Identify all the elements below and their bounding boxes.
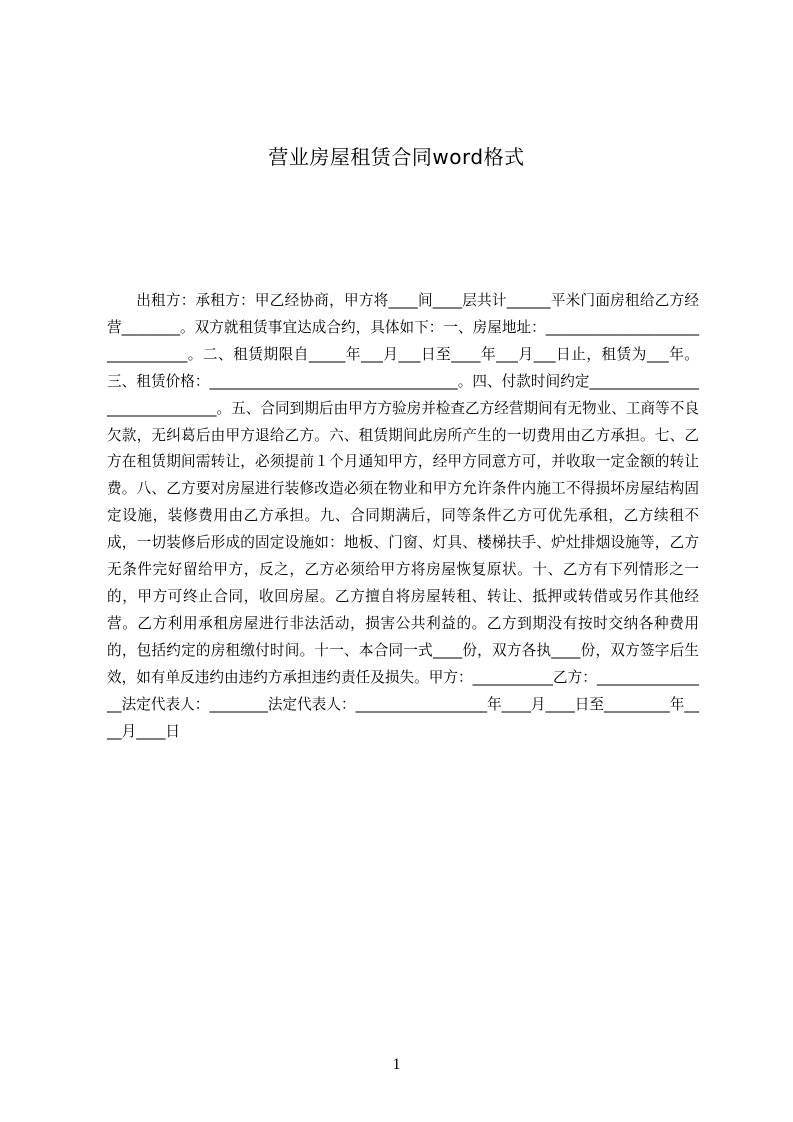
contract-body-text: 出租方：承租方：甲乙经协商，甲方将____间____层共计______平米门面房租给乙方经营________。双方就租赁事宜达成合约，具体如下：一、房屋地址：________________________________。二、租赁期限自_____年___月___日至____年___月___日止，租赁为___年。三、租赁价格：__________________________________。四、付款时间约定______________________________。五、合同到期后由甲方方验房并检查乙方经营期间有无物业、工商等不良欠款，无纠葛后由甲方退给乙方。六、租赁期间此房所产生的一切费用由乙方承担。七、乙方在租赁期间需转让，必须提前１个月通知甲方，经甲方同意方可，并收取一定金额的转让费。八、乙方要对房屋进行装修改造必须在物业和甲方允许条件内施工不得损坏房屋结构固定设施，装修费用由乙方承担。九、合同期满后，同等条件乙方可优先承租，乙方续租不成，一切装修后形成的固定设施如：地板、门窗、灯具、楼梯扶手、炉灶排烟设施等，乙方无条件完好留给甲方，反之，乙方必须给甲方将房屋恢复原状。十、乙方有下列情形之一的，甲方可终止合同，收回房屋。乙方擅自将房屋转租、转让、抵押或转借或另作其他经营。乙方利用承租房屋进行非法活动，损害公共利益的。乙方到期没有按时交纳各种费用的，包括约定的房租缴付时间。十一、本合同一式____份，双方各执____份，双方签字后生效，如有单反违约由违约方承担违约责任及损失。甲方：___________乙方：________________法定代表人：________法定代表人：__________________年____月____日至_________年____月____日 [107, 292, 699, 740]
page-number: 1 [392, 1056, 401, 1073]
document-title: 营业房屋租赁合同word格式 [268, 145, 525, 169]
